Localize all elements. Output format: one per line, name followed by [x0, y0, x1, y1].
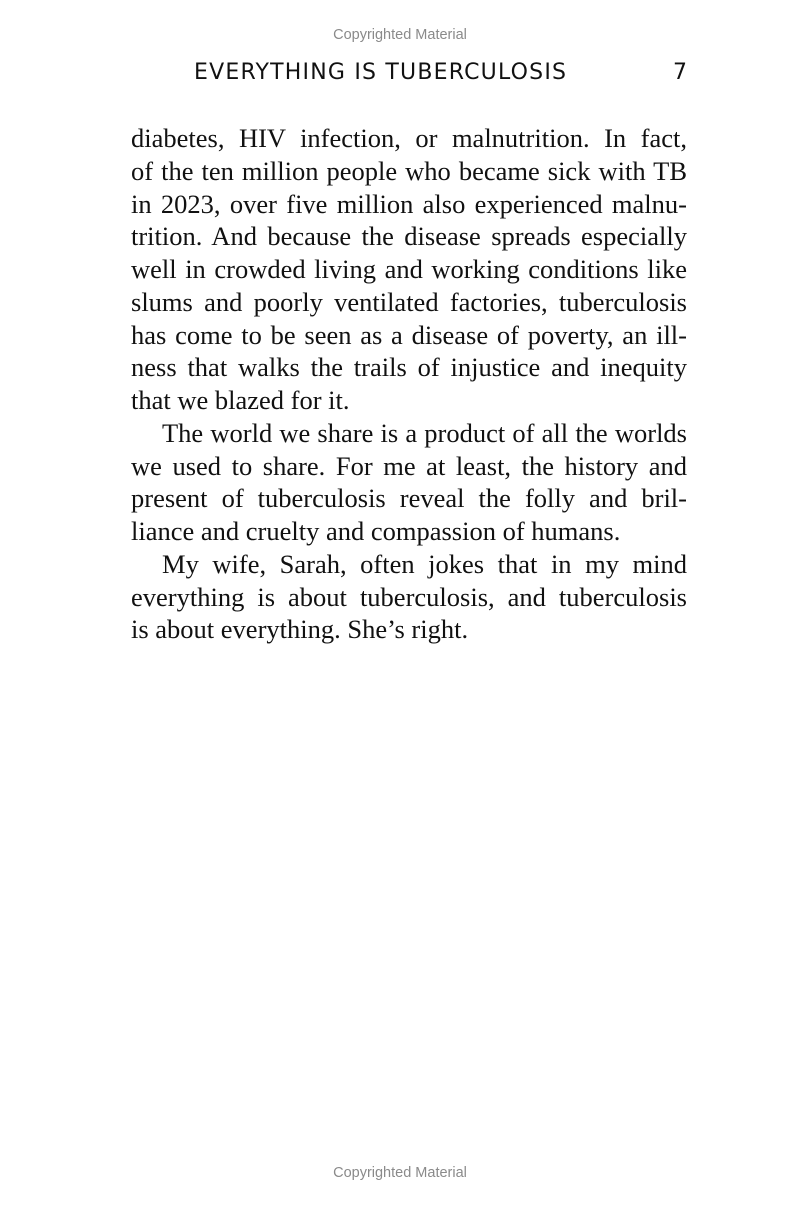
text-line: The world we share is a product of all the worlds: [162, 417, 687, 448]
text-line: present of tuberculosis reveal the folly and bril-: [131, 483, 687, 514]
body-text: [131, 122, 687, 646]
paragraph: [131, 122, 687, 417]
text-line: in 2023, over five million also experienced malnu-: [131, 188, 687, 219]
paragraph: [131, 417, 687, 548]
text-line: diabetes, HIV infection, or malnutrition. In fact,: [131, 123, 687, 153]
paragraph: [131, 548, 687, 646]
page-number: 7: [673, 60, 687, 85]
text-line: of the ten million people who became sick with TB: [131, 155, 687, 186]
text-line: ness that walks the trails of injustice and inequity: [131, 352, 687, 383]
text-line: well in crowded living and working conditions like: [131, 254, 687, 284]
text-line: that we blazed for it.: [131, 385, 350, 415]
copyright-watermark-top: Copyrighted Material: [333, 27, 467, 43]
text-line: slums and poorly ventilated factories, tuberculosis: [131, 286, 687, 317]
text-line: we used to share. For me at least, the history and: [131, 450, 687, 481]
text-line: My wife, Sarah, often jokes that in my mind: [162, 548, 687, 579]
text-line: liance and cruelty and compassion of humans.: [131, 516, 621, 546]
text-line: is about everything. She’s right.: [131, 614, 469, 645]
text-line: trition. And because the disease spreads especially: [131, 221, 687, 252]
text-line: has come to be seen as a disease of poverty, an ill-: [131, 319, 687, 350]
running-head: EVERYTHING IS TUBERCULOSIS: [194, 60, 568, 85]
copyright-watermark-bottom: Copyrighted Material: [333, 1165, 467, 1181]
text-line: everything is about tuberculosis, and tuberculosis: [131, 581, 687, 612]
